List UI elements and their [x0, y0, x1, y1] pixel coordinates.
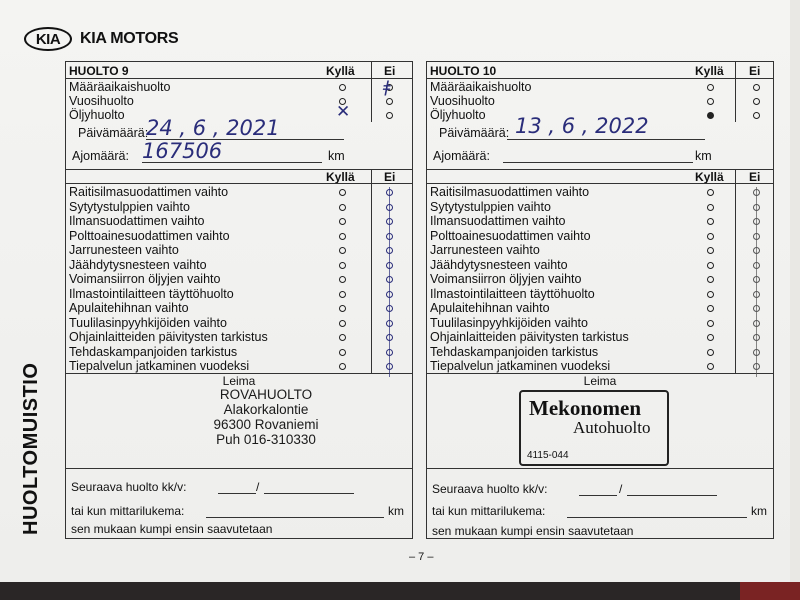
task-row — [427, 229, 773, 243]
checkbox-yes[interactable] — [707, 291, 714, 298]
next-month-line — [218, 493, 256, 494]
background-red-strip — [740, 582, 800, 600]
checkbox-yes[interactable] — [707, 98, 714, 105]
task-row — [427, 301, 773, 315]
next-service-sep: / — [619, 482, 623, 496]
handwritten-check-stroke — [756, 187, 757, 377]
card-title: HUOLTO 10 — [430, 64, 497, 78]
checkbox-no[interactable] — [753, 98, 760, 105]
task-row — [66, 200, 412, 214]
checkbox-yes[interactable] — [339, 84, 346, 91]
service-type-label: Vuosihuolto — [430, 94, 495, 108]
task-row — [66, 243, 412, 257]
checkbox-yes[interactable] — [707, 233, 714, 240]
date-label: Päivämäärä: — [439, 126, 510, 140]
stamp-label: Leima — [222, 374, 256, 388]
task-label: Sytytystulppien vaihto — [69, 199, 190, 214]
checkbox-yes[interactable] — [707, 247, 714, 254]
date-label: Päivämäärä: — [78, 126, 149, 140]
task-row — [66, 229, 412, 243]
mileage-handwritten-value: 167506 — [142, 139, 223, 163]
tasks-section — [66, 169, 412, 374]
tasks-yes-label: Kyllä — [695, 170, 724, 184]
service-card-9 — [65, 61, 413, 539]
checkbox-yes[interactable] — [707, 334, 714, 341]
next-service-sep: / — [256, 480, 260, 494]
task-label: Voimansiirron öljyjen vaihto — [69, 272, 221, 286]
card-header-section — [427, 62, 773, 170]
next-year-line — [264, 493, 354, 494]
task-label: Raitisilmasuodattimen vaihto — [69, 185, 229, 199]
task-label: Jarrunesteen vaihto — [430, 243, 540, 257]
task-row — [66, 345, 412, 359]
task-row — [427, 316, 773, 330]
checkbox-yes[interactable] — [707, 204, 714, 211]
mileage-question-line — [567, 517, 747, 518]
checkbox-yes[interactable] — [339, 204, 346, 211]
checkbox-yes[interactable] — [339, 334, 346, 341]
service-type-label: Määräaikaishuolto — [430, 80, 532, 94]
task-row — [427, 287, 773, 301]
task-row — [427, 185, 773, 199]
checkbox-yes[interactable] — [339, 363, 346, 370]
tasks-no-label: Ei — [384, 170, 396, 184]
task-row — [427, 345, 773, 359]
tasks-no-label: Ei — [749, 170, 761, 184]
page-number: – 7 – — [409, 551, 434, 563]
checkbox-yes[interactable] — [339, 291, 346, 298]
checkbox-yes[interactable] — [339, 262, 346, 269]
task-label: Ilmastointilaitteen täyttöhuolto — [69, 286, 234, 301]
task-label: Tuulilasinpyyhkijöiden vaihto — [430, 315, 588, 330]
task-label: Sytytystulppien vaihto — [430, 199, 551, 214]
checkbox-yes[interactable] — [707, 262, 714, 269]
task-row — [66, 272, 412, 286]
service-type-label: Öljyhuolto — [69, 108, 125, 122]
task-label: Ohjainlaitteiden päivitysten tarkistus — [69, 330, 268, 344]
kia-logo-text: KIA MOTORS — [80, 30, 179, 47]
task-row — [66, 214, 412, 228]
checkbox-yes[interactable] — [339, 189, 346, 196]
date-handwritten-value: 24 , 6 , 2021 — [146, 116, 280, 140]
task-row — [66, 301, 412, 315]
task-label: Tuulilasinpyyhkijöiden vaihto — [69, 315, 227, 330]
background-edge — [0, 582, 800, 600]
next-year-line — [627, 495, 717, 496]
checkbox-no[interactable] — [753, 112, 760, 119]
stamp-line: 96300 Rovaniemi — [213, 417, 319, 432]
checkbox-yes[interactable] — [339, 305, 346, 312]
mileage-question: tai kun mittarilukema: — [432, 504, 546, 518]
task-row — [427, 359, 773, 373]
whichever-text: sen mukaan kumpi ensin saavutetaan — [71, 522, 273, 536]
task-label: Raitisilmasuodattimen vaihto — [430, 185, 590, 199]
next-service-section — [66, 468, 412, 538]
task-label: Jäähdytysnesteen vaihto — [69, 257, 207, 272]
checkbox-yes[interactable] — [339, 218, 346, 225]
mileage-question: tai kun mittarilukema: — [71, 504, 185, 518]
mileage-label: Ajomäärä: — [72, 149, 129, 163]
mileage-question-unit: km — [751, 504, 767, 518]
service-type-row — [66, 94, 412, 108]
stamp-line: Autohuolto — [573, 418, 651, 437]
task-label: Ilmastointilaitteen täyttöhuolto — [430, 286, 595, 301]
card-header-section — [66, 62, 412, 170]
task-row — [66, 330, 412, 344]
service-type-label: Öljyhuolto — [430, 108, 486, 122]
col-no-label: Ei — [749, 64, 761, 78]
task-label: Tiepalvelun jatkaminen vuodeksi — [69, 359, 250, 373]
mileage-question-line — [206, 517, 384, 518]
next-month-line — [579, 495, 617, 496]
checkbox-yes[interactable] — [707, 349, 714, 356]
checkbox-no[interactable] — [386, 98, 393, 105]
mileage-row — [66, 149, 412, 163]
mileage-row — [427, 149, 773, 163]
task-label: Polttoainesuodattimen vaihto — [430, 228, 591, 243]
date-handwritten-value: 13 , 6 , 2022 — [515, 114, 649, 138]
task-row — [66, 316, 412, 330]
task-label: Polttoainesuodattimen vaihto — [69, 228, 230, 243]
task-row — [66, 185, 412, 199]
col-no-label: Ei — [384, 64, 396, 78]
checkbox-yes[interactable] — [707, 218, 714, 225]
stamp-line: ROVAHUOLTO — [219, 387, 313, 402]
tasks-header-line — [427, 183, 773, 184]
tasks-yes-label: Kyllä — [326, 170, 355, 184]
task-label: Tehdaskampanjoiden tarkistus — [430, 344, 599, 359]
checkbox-yes[interactable] — [707, 305, 714, 312]
checkbox-yes[interactable] — [339, 349, 346, 356]
checkbox-yes[interactable] — [707, 363, 714, 370]
mileage-label: Ajomäärä: — [433, 149, 490, 163]
task-label: Apulaitehihnan vaihto — [430, 301, 550, 315]
stamp-line: Mekonomen — [529, 396, 641, 420]
task-label: Ilmansuodattimen vaihto — [430, 214, 566, 228]
next-service-label: Seuraava huolto kk/v: — [432, 482, 548, 496]
col-yes-label: Kyllä — [326, 64, 355, 78]
side-title: HUOLTOMUISTIO — [20, 362, 42, 535]
service-type-row — [427, 94, 773, 108]
checkbox-yes[interactable] — [339, 276, 346, 283]
checkbox-no[interactable] — [386, 112, 393, 119]
service-type-label: Vuosihuolto — [69, 94, 134, 108]
next-service-section — [427, 468, 773, 538]
checkbox-yes[interactable] — [339, 320, 346, 327]
checkbox-yes[interactable] — [707, 84, 714, 91]
task-row — [66, 258, 412, 272]
stamp-section — [66, 373, 412, 469]
checkbox-yes-filled[interactable] — [707, 112, 714, 119]
service-type-label: Määräaikaishuolto — [69, 80, 171, 94]
kia-logo — [24, 27, 178, 51]
whichever-text: sen mukaan kumpi ensin saavutetaan — [432, 524, 634, 538]
stamp-line: 4115-044 — [527, 450, 569, 461]
checkbox-yes[interactable] — [707, 189, 714, 196]
task-label: Tiepalvelun jatkaminen vuodeksi — [430, 359, 611, 373]
card-title: HUOLTO 9 — [69, 64, 129, 78]
mileage-field-line — [503, 162, 693, 163]
col-yes-label: Kyllä — [695, 64, 724, 78]
date-field-line — [507, 139, 705, 140]
handwritten-check-stroke — [389, 187, 390, 377]
task-row — [66, 287, 412, 301]
checkbox-yes[interactable] — [707, 320, 714, 327]
tasks-header-line — [66, 183, 412, 184]
task-row — [66, 359, 412, 373]
handwritten-cross-mark: ✕ — [336, 102, 351, 122]
task-label: Ilmansuodattimen vaihto — [69, 214, 205, 228]
mekonomen-stamp — [519, 390, 669, 466]
tasks-section — [427, 169, 773, 374]
handwritten-check-mark: ǂ — [383, 77, 391, 96]
service-type-row — [66, 80, 412, 94]
task-label: Voimansiirron öljyjen vaihto — [430, 272, 582, 286]
checkbox-yes[interactable] — [339, 247, 346, 254]
mileage-unit: km — [695, 149, 712, 163]
task-label: Jäähdytysnesteen vaihto — [430, 257, 568, 272]
task-row — [427, 258, 773, 272]
task-row — [427, 272, 773, 286]
mileage-unit: km — [328, 149, 345, 163]
checkbox-no[interactable] — [753, 84, 760, 91]
service-card-10 — [426, 61, 774, 539]
service-type-row — [427, 80, 773, 94]
task-label: Ohjainlaitteiden päivitysten tarkistus — [430, 330, 629, 344]
checkbox-yes[interactable] — [339, 233, 346, 240]
workshop-stamp — [186, 387, 346, 447]
task-row — [427, 214, 773, 228]
next-service-label: Seuraava huolto kk/v: — [71, 480, 187, 494]
task-row — [427, 200, 773, 214]
task-row — [427, 243, 773, 257]
mileage-question-unit: km — [388, 504, 404, 518]
stamp-line: Alakorkalontie — [223, 402, 309, 417]
task-label: Apulaitehihnan vaihto — [69, 301, 189, 315]
task-label: Tehdaskampanjoiden tarkistus — [69, 344, 238, 359]
task-row — [427, 330, 773, 344]
kia-logo-mark: KIA — [24, 27, 72, 51]
stamp-line: Puh 016-310330 — [216, 432, 316, 447]
stamp-label: Leima — [583, 374, 617, 388]
checkbox-yes[interactable] — [707, 276, 714, 283]
task-label: Jarrunesteen vaihto — [69, 243, 179, 257]
